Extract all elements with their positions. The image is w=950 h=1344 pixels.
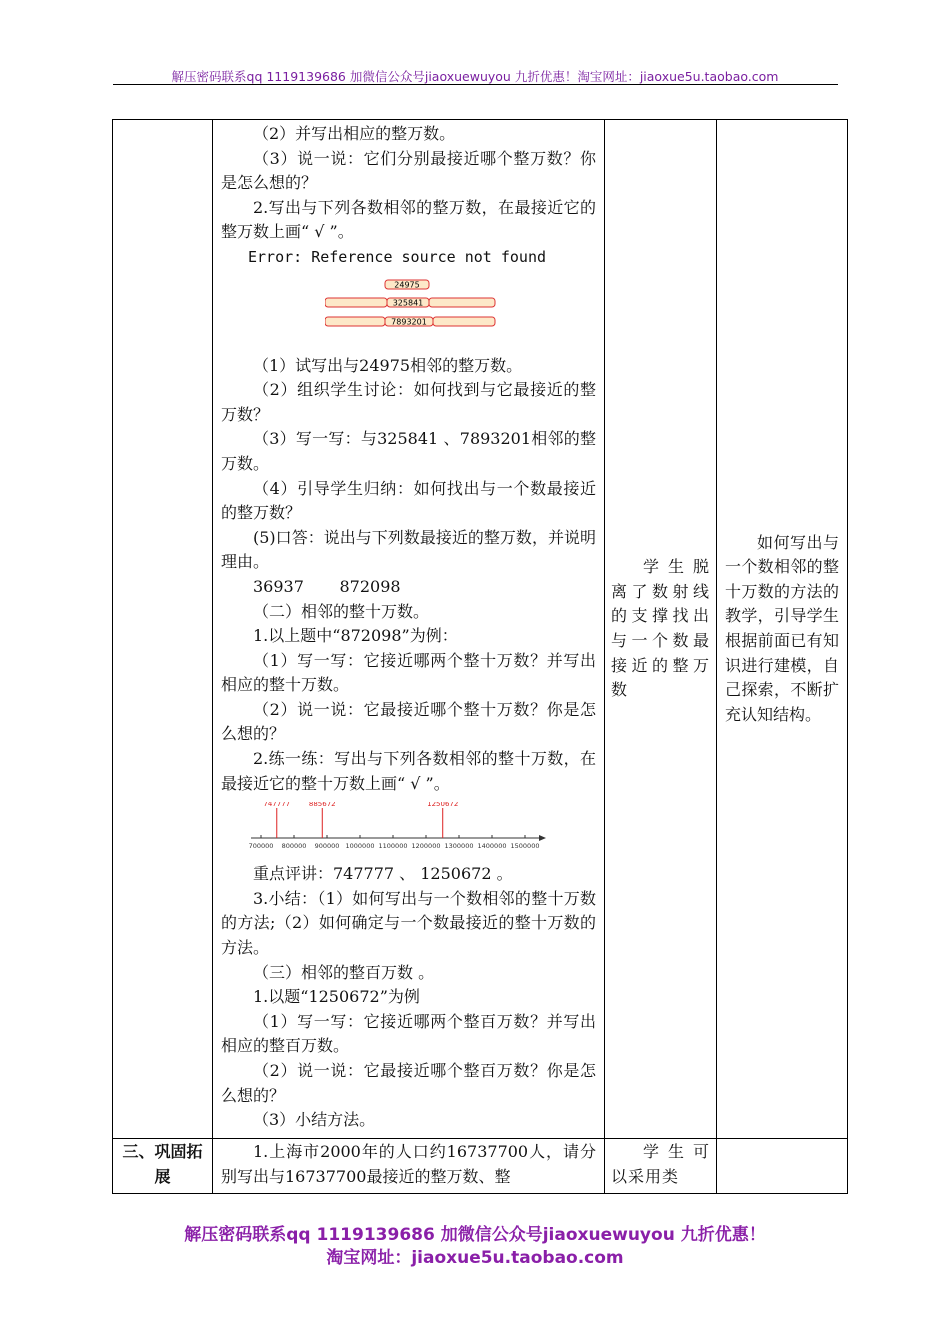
line: （1）试写出与24975相邻的整万数。 — [253, 355, 523, 375]
lesson-table — [112, 119, 848, 1194]
line: 1.以题“1250672”为例 — [253, 987, 420, 1007]
section-title: 三、巩固拓展 — [122, 1142, 203, 1186]
table-row — [113, 120, 848, 1139]
line: 36937 872098 — [253, 576, 401, 596]
ray-row-3 — [325, 317, 495, 327]
student-activity-cell — [605, 1139, 717, 1194]
line: 2.练一练：写出与下列各数相邻的整十万数，在最接近它的整十万数上画“ √ ”。 — [221, 749, 596, 793]
number-marker-label: 747777 — [263, 802, 291, 809]
line: 1.以上题中“872098”为例： — [253, 626, 458, 646]
section-cell-empty — [113, 120, 213, 1139]
design-intent-text: 如何写出与一个数相邻的整十万数的方法的教学，引导学生根据前面已有知识进行建模，自己探索，不断扩充认知结构。 — [725, 532, 839, 724]
line: （1）写一写：它接近哪两个整十万数？并写出相应的整十万数。 — [221, 650, 596, 695]
number-ray-figure — [325, 276, 505, 334]
error-reference-line: Error: Reference source not found — [248, 247, 547, 266]
student-activity-cell — [605, 120, 717, 1139]
line: （2）并写出相应的整万数。 — [253, 124, 456, 143]
number-line-figure — [249, 802, 549, 858]
line: （三）相邻的整百万数 。 — [253, 962, 435, 982]
tick-label: 1400000 — [477, 842, 507, 851]
student-activity-text: 学生脱离了数射线的支撑找出与一个数最接近的整万数 — [611, 557, 710, 700]
number-marker-label: 1250672 — [427, 802, 459, 809]
tick-label: 700000 — [249, 842, 274, 851]
number-line-arrow — [539, 835, 546, 841]
line: （3）小结方法。 — [253, 1110, 376, 1130]
design-intent-cell — [717, 1139, 848, 1194]
ray-number-label: 325841 — [392, 298, 424, 308]
tick-label: 1500000 — [510, 842, 540, 851]
table-row — [113, 1139, 848, 1194]
line: （二）相邻的整十万数。 — [253, 601, 430, 621]
line: (5)口答：说出与下列数最接近的整万数，并说明理由。 — [221, 527, 596, 572]
tick-label: 1300000 — [444, 842, 474, 851]
line: （2）组织学生讨论：如何找到与它最接近的整万数？ — [221, 380, 596, 424]
tick-label: 900000 — [314, 842, 340, 851]
section-cell — [113, 1139, 213, 1194]
activity-cell — [213, 1139, 605, 1194]
header-divider — [113, 84, 838, 85]
tick-label: 800000 — [281, 842, 307, 851]
number-marker-label: 885672 — [308, 802, 336, 809]
activity-cell — [213, 120, 605, 1139]
line: （3）说一说：它们分别最接近哪个整万数？你是怎么想的？ — [221, 148, 596, 193]
tick-label: 1200000 — [411, 842, 441, 851]
ray-row-2 — [325, 298, 495, 308]
header-watermark: 解压密码联系qq 1119139686 加微信公众号jiaoxuewuyou 九折优惠！淘宝网址：jiaoxue5u.taobao.com — [171, 69, 779, 84]
student-activity-text: 学生可以采用类 — [611, 1142, 710, 1186]
design-intent-cell — [717, 120, 848, 1139]
line: 重点评讲：747777 、 1250672 。 — [253, 864, 513, 884]
tick-label: 1100000 — [378, 842, 408, 851]
line: 3.小结：（1）如何写出与一个数相邻的整十万数的方法;（2）如何确定与一个数最接近的整十万数的方法。 — [221, 888, 596, 958]
line: （4）引导学生归纳：如何找出与一个数最接近的整万数？ — [221, 478, 596, 523]
ray-row-1 — [385, 280, 429, 290]
line: 2.写出与下列各数相邻的整万数，在最接近它的整万数上画“ √ ”。 — [221, 197, 596, 242]
line: （2）说一说：它最接近哪个整十万数？你是怎么想的？ — [221, 699, 596, 744]
line: （2）说一说：它最接近哪个整百万数？你是怎么想的？ — [221, 1061, 596, 1105]
footer-watermark-line1: 解压密码联系qq 1119139686 加微信公众号jiaoxuewuyou 九折优惠！ — [184, 1225, 766, 1245]
tick-label: 1000000 — [345, 842, 375, 851]
line: （1）写一写：它接近哪两个整百万数？并写出相应的整百万数。 — [221, 1011, 596, 1056]
line: 1.上海市2000年的人口约16737700人，请分别写出与16737700最接近的整万数、整 — [221, 1142, 596, 1186]
footer-watermark-line2: 淘宝网址：jiaoxue5u.taobao.com — [326, 1248, 624, 1268]
ray-number-label: 24975 — [394, 280, 420, 290]
ray-number-label: 7893201 — [391, 317, 427, 327]
line: （3）写一写：与325841 、7893201相邻的整万数。 — [221, 429, 596, 473]
